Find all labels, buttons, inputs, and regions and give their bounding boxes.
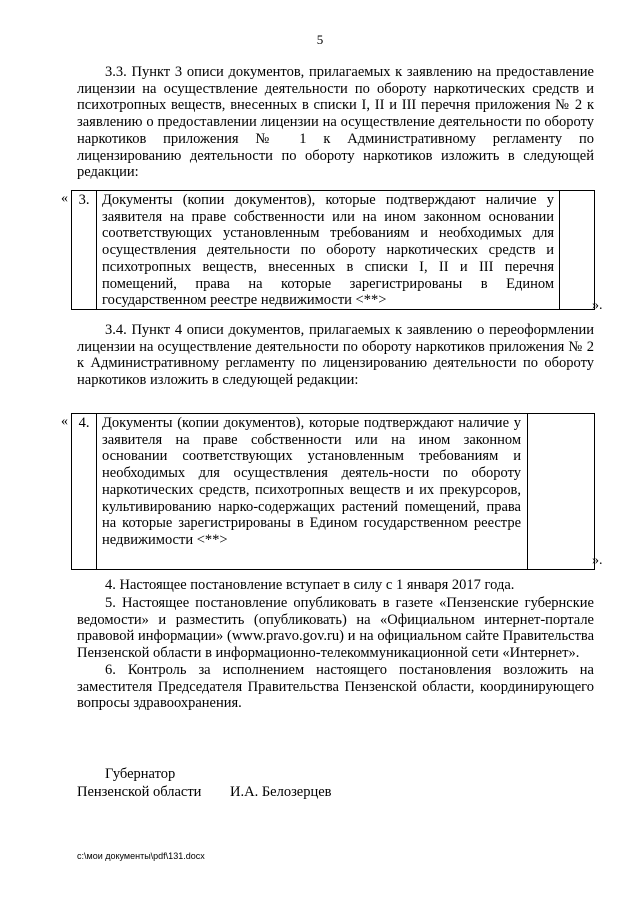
paragraph-3-4: 3.4. Пункт 4 описи документов, прилагаемых к заявлению о переоформлении лицензии на осуществление деятельности по обороту наркотиков приложения № 2 к Административному регламенту по лицензированию деятельности по обороту наркотиков изложить в следующей редакции: — [77, 322, 594, 389]
table-cell-text: Документы (копии документов), которые подтверждают наличие у заявителя на праве собственности или на ином законном основании соответствующих установленным требованиям и необходимых для осуществления деятельности по обороту наркотических средств и психотропных веществ, внесенных в списки I, II и III перечня помещений, права на которые зарегистрированы в Едином государственном реестре недвижимости <**> — [97, 191, 560, 310]
table-item-3 — [71, 190, 595, 310]
table-row — [72, 414, 595, 570]
table-cell-empty — [528, 414, 595, 570]
quote-close-1: ». — [592, 298, 603, 313]
quote-open-1: « — [61, 191, 68, 206]
page-number: 5 — [316, 32, 324, 47]
paragraph-4: 4. Настоящее постановление вступает в силу с 1 января 2017 года. — [105, 577, 515, 593]
table-cell-text: Документы (копии документов), которые подтверждают наличие у заявителя на праве собственности или на ином законном основании соответствующих установленным требованиям и необходимых для осуществления деятель-ности по обороту наркотических средств, психотропных веществ и их прекурсоров, культивированию нарко-содержащих растений помещений, права на которые зарегистрированы в Едином государственном реестре недвижимости <**> — [97, 414, 528, 570]
table-row — [72, 191, 595, 310]
table-cell-number: 4. — [72, 414, 97, 570]
paragraph-3-3: 3.3. Пункт 3 описи документов, прилагаемых к заявлению на предоставление лицензии на осуществление деятельности по обороту наркотических средств и психотропных веществ, внесенных в списки I, II и III перечня приложения № 2 к заявлению о предоставлении лицензии на осуществление деятельности по обороту наркотиков приложения № 1 к Административному регламенту по лицензированию деятельности по обороту наркотиков изложить в следующей редакции: — [77, 64, 594, 181]
table-cell-empty — [560, 191, 595, 310]
quote-close-2: ». — [592, 553, 603, 568]
table-item-4 — [71, 413, 595, 570]
quote-open-2: « — [61, 414, 68, 429]
paragraph-6: 6. Контроль за исполнением настоящего постановления возложить на заместителя Председателя Правительства Пензенской области, координирующего вопросы здравоохранения. — [77, 662, 594, 712]
paragraph-5: 5. Настоящее постановление опубликовать в газете «Пензенские губернские ведомости» и разместить (опубликовать) на «Официальном интернет-портале правовой информации» (www.pravo.gov.ru) и на официальном сайте Правительства Пензенской области в информационно-телекоммуникационной сети «Интернет». — [77, 595, 594, 662]
footer-file-path: c:\мои документы\pdf\131.docx — [77, 851, 205, 861]
signature-title-line1: Губернатор — [105, 766, 176, 782]
signature-title-line2: Пензенской области — [77, 784, 202, 800]
signature-name: И.А. Белозерцев — [230, 784, 332, 800]
table-cell-number: 3. — [72, 191, 97, 310]
